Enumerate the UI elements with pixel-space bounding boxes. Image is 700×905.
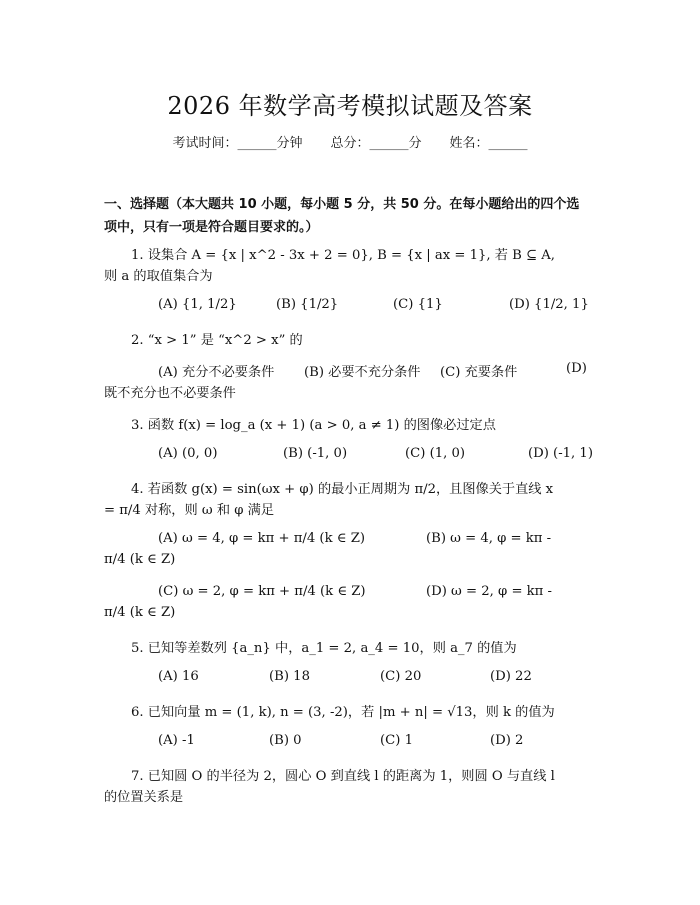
page-title: 2026 年数学高考模拟试题及答案 bbox=[167, 92, 533, 120]
question-2-line-1: 2. “x > 1” 是 “x^2 > x” 的 bbox=[131, 333, 303, 348]
question-3-option-b: (B) (-1, 0) bbox=[283, 446, 348, 461]
question-3-option-d: (D) (-1, 1) bbox=[528, 446, 593, 461]
question-4-line-2: = π/4 对称，则 ω 和 φ 满足 bbox=[104, 503, 275, 518]
total-score-field: 总分：______分 bbox=[330, 136, 422, 151]
name-field: 姓名：______ bbox=[449, 136, 528, 151]
question-1-option-b: (B) {1/2} bbox=[276, 297, 339, 312]
question-2-option-c: (C) 充要条件 bbox=[440, 365, 518, 380]
question-1-option-c: (C) {1} bbox=[393, 297, 443, 312]
question-4-option-d-cont: π/4 (k ∈ Z) bbox=[104, 605, 176, 620]
question-5-option-b: (B) 18 bbox=[269, 669, 310, 684]
exam-time-field: 考试时间：______分钟 bbox=[172, 136, 303, 151]
question-5-option-a: (A) 16 bbox=[158, 669, 199, 684]
question-3-option-c: (C) (1, 0) bbox=[405, 446, 466, 461]
question-3-option-a: (A) (0, 0) bbox=[158, 446, 218, 461]
question-6-option-c: (C) 1 bbox=[380, 733, 413, 748]
question-1-option-a: (A) {1, 1/2} bbox=[158, 297, 237, 312]
question-2-option-d-text: 既不充分也不必要条件 bbox=[104, 386, 236, 401]
section-heading-line-2: 项中，只有一项是符合题目要求的。） bbox=[104, 220, 319, 235]
question-4-option-c: (C) ω = 2, φ = kπ + π/4 (k ∈ Z) bbox=[158, 584, 366, 599]
question-5-line-1: 5. 已知等差数列 {a_n} 中，a_1 = 2, a_4 = 10，则 a_7 的值为 bbox=[131, 641, 517, 656]
question-3-line-1: 3. 函数 f(x) = log_a (x + 1) (a > 0, a ≠ 1) 的图像必过定点 bbox=[131, 418, 496, 433]
question-4-line-1: 4. 若函数 g(x) = sin(ωx + φ) 的最小正周期为 π/2，且图像关于直线 x bbox=[131, 482, 554, 497]
question-7-line-1: 7. 已知圆 O 的半径为 2，圆心 O 到直线 l 的距离为 1，则圆 O 与直线 l bbox=[131, 769, 555, 784]
question-4-option-a: (A) ω = 4, φ = kπ + π/4 (k ∈ Z) bbox=[158, 531, 366, 546]
question-6-option-a: (A) -1 bbox=[158, 733, 195, 748]
question-6-option-b: (B) 0 bbox=[269, 733, 302, 748]
question-4-option-d: (D) ω = 2, φ = kπ - bbox=[426, 584, 552, 599]
question-5-option-d: (D) 22 bbox=[490, 669, 532, 684]
question-2-option-b: (B) 必要不充分条件 bbox=[304, 365, 421, 380]
question-1-option-d: (D) {1/2, 1} bbox=[509, 297, 589, 312]
question-4-option-b: (B) ω = 4, φ = kπ - bbox=[426, 531, 552, 546]
question-5-option-c: (C) 20 bbox=[380, 669, 422, 684]
question-1-line-2: 则 a 的取值集合为 bbox=[104, 269, 213, 284]
question-6-option-d: (D) 2 bbox=[490, 733, 524, 748]
section-heading-line-1: 一、选择题（本大题共 10 小题，每小题 5 分，共 50 分。在每小题给出的四个选 bbox=[104, 197, 580, 212]
question-1-line-1: 1. 设集合 A = {x | x^2 - 3x + 2 = 0}, B = {x | ax = 1}, 若 B ⊆ A, bbox=[131, 248, 556, 263]
exam-info bbox=[0, 132, 700, 151]
question-2-option-a: (A) 充分不必要条件 bbox=[158, 365, 275, 380]
question-4-option-b-cont: π/4 (k ∈ Z) bbox=[104, 552, 176, 567]
question-6-line-1: 6. 已知向量 m = (1, k), n = (3, -2)，若 |m + n| = √13，则 k 的值为 bbox=[131, 705, 555, 720]
question-2-option-d: (D) bbox=[566, 361, 587, 376]
question-7-line-2: 的位置关系是 bbox=[104, 790, 184, 805]
